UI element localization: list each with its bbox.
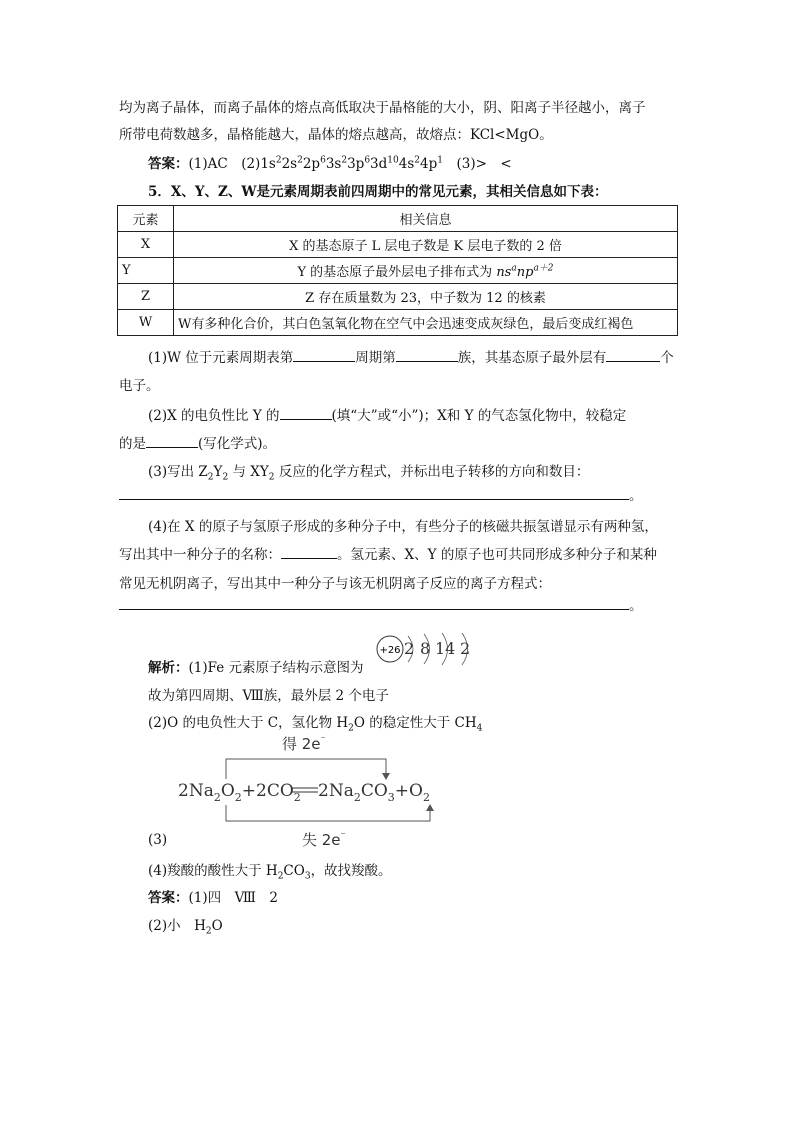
sub: 3 <box>304 871 311 882</box>
sub: 2 <box>205 926 212 937</box>
sup: 2 <box>275 155 282 166</box>
answer-text: 4p <box>420 156 438 172</box>
answer-blank[interactable] <box>119 487 629 500</box>
analysis-line <box>148 859 392 882</box>
text: (1)W 位于元素周期表第 <box>148 350 294 366</box>
table-cell: W <box>118 310 174 336</box>
shell-count: 14 <box>435 639 456 658</box>
sub: 2 <box>207 472 214 483</box>
electron-transfer-diagram <box>170 733 450 855</box>
subquestion-line <box>148 346 674 366</box>
sup: 1 <box>437 155 443 166</box>
gain-arrow <box>226 759 386 779</box>
nucleus-label: +26 <box>379 645 401 656</box>
sup: 2 <box>414 155 420 166</box>
subquestion-line: 电子。 <box>119 378 160 394</box>
lose-arrow <box>226 805 430 821</box>
subquestion-line <box>119 432 276 452</box>
text: 写出其中一种分子的名称： <box>119 547 281 563</box>
sup: 10 <box>387 155 399 166</box>
answer-text: 2p <box>302 156 321 172</box>
table-cell <box>174 258 678 284</box>
answer-blank[interactable] <box>396 349 458 362</box>
table-header-cell: 元素 <box>118 206 174 232</box>
text: 周期第 <box>355 350 396 366</box>
analysis-line <box>148 711 483 734</box>
table-row <box>118 284 678 310</box>
answer-text: 3d <box>370 156 388 172</box>
sup: 6 <box>320 155 326 166</box>
text: (填“大”或“小”)；X和 Y 的气态氢化物中，较稳定 <box>331 408 627 424</box>
answer-text: 2s <box>281 156 298 172</box>
table-cell: X 的基态原子 L 层电子数是 K 层电子数的 2 倍 <box>174 232 678 258</box>
answer-line <box>148 886 278 906</box>
lose-label: 失 2e⁻ <box>302 831 346 849</box>
analysis-line: 故为第四周期、Ⅷ族，最外层 2 个电子 <box>148 688 389 704</box>
atomic-structure-diagram <box>372 632 482 668</box>
text: 的是 <box>119 436 146 452</box>
answer-text: 4s <box>398 156 415 172</box>
text: 族，其基态原子最外层有 <box>457 350 607 366</box>
table-header-cell: 相关信息 <box>174 206 678 232</box>
sup: 6 <box>364 155 371 166</box>
text: 与 XY <box>228 464 269 480</box>
table-cell: X <box>118 232 174 258</box>
shell-count: 8 <box>420 639 431 658</box>
paragraph-line: 所带电荷数越多，晶格能越大，晶体的熔点越高，故熔点：KCl<MgO。 <box>119 127 553 143</box>
sub: 2 <box>348 723 354 734</box>
sub: 2 <box>222 472 229 483</box>
formula-text: ns <box>496 265 512 280</box>
info-table <box>117 205 678 336</box>
table-cell: Z 存在质量数为 23，中子数为 12 的核素 <box>174 284 678 310</box>
cell-text: Y 的基态原子最外层电子排布式为 <box>297 265 497 280</box>
answer-blank[interactable] <box>280 407 332 420</box>
answer-line <box>148 152 512 172</box>
gain-label: 得 2e⁻ <box>282 735 326 753</box>
text: (2)小 H <box>148 918 206 934</box>
answer-text: 3s <box>325 156 342 172</box>
answer-label: 答案： <box>148 156 189 172</box>
text: (1)四 Ⅷ 2 <box>188 890 278 906</box>
shell-count: 2 <box>460 639 471 658</box>
sub: 4 <box>476 723 483 734</box>
text: (1)Fe 元素原子结构示意图为 <box>188 660 364 676</box>
text: 。氢元素、X、Y 的原子也可共同形成多种分子和某种 <box>337 547 657 563</box>
text: CO <box>283 863 305 879</box>
text: (4)羧酸的酸性大于 H <box>148 863 278 879</box>
shell-count: 2 <box>404 639 415 658</box>
analysis-line <box>148 656 364 676</box>
subquestion-line <box>119 543 657 563</box>
table-cell: Z <box>118 284 174 310</box>
text: O 的稳定性大于 CH <box>353 715 477 731</box>
text: 反应的化学方程式，并标出电子转移的方向和数目： <box>274 464 590 480</box>
paragraph-line: 均为离子晶体，而离子晶体的熔点高低取决于晶格能的大小，阴、阳离子半径越小，离子 <box>119 100 646 116</box>
text: (2)X 的电负性比 Y 的 <box>148 408 280 424</box>
sup: a＋2 <box>533 263 554 274</box>
subquestion-line <box>148 460 590 483</box>
text: 。 <box>629 598 643 614</box>
sub: 2 <box>268 472 275 483</box>
sup: 2 <box>297 155 303 166</box>
formula-text: np <box>516 265 534 280</box>
table-header-row <box>118 206 678 232</box>
answer-blank[interactable] <box>293 349 355 362</box>
text: (2)O 的电负性大于 C，氢化物 H <box>148 715 349 731</box>
text: (3)写出 Z <box>148 464 208 480</box>
answer-text: (1)AC (2)1s <box>188 156 276 172</box>
arrow-head <box>382 773 390 780</box>
table-row <box>118 310 678 336</box>
question-title: 5．X、Y、Z、W是元素周期表前四周期中的常见元素，其相关信息如下表： <box>148 184 608 200</box>
analysis-label: 解析： <box>148 660 189 676</box>
sup: 2 <box>341 155 348 166</box>
equation: $2Na_2CO_3+O_2$ <box>318 781 430 804</box>
answer-text: (3)> < <box>442 156 512 172</box>
arrow-head <box>426 804 434 811</box>
subquestion-line <box>119 594 643 614</box>
table-row <box>118 258 678 284</box>
answer-blank[interactable] <box>281 546 337 559</box>
subquestion-line <box>148 404 626 424</box>
text: O <box>211 918 223 934</box>
subquestion-line: (4)在 X 的原子与氢原子形成的多种分子中，有些分子的核磁共振氢谱显示有两种氢， <box>148 519 658 535</box>
answer-text: 3p <box>347 156 365 172</box>
text: 。 <box>629 488 643 504</box>
equation: $2Na_2O_2+2CO_2$ <box>178 781 301 804</box>
table-row <box>118 232 678 258</box>
answer-blank[interactable] <box>119 597 629 610</box>
sub: 2 <box>277 871 284 882</box>
text: Y <box>213 464 223 480</box>
text: 个 <box>660 350 674 366</box>
answer-line <box>148 914 223 937</box>
table-cell: Y <box>118 258 174 284</box>
answer-blank[interactable] <box>606 349 660 362</box>
answer-blank[interactable] <box>146 435 198 448</box>
analysis-line: (3) <box>148 832 168 848</box>
subquestion-line <box>119 484 643 504</box>
text: (写化学式)。 <box>198 436 277 452</box>
subquestion-line: 常见无机阴离子，写出其中一种分子与该无机阴离子反应的离子方程式： <box>119 576 551 592</box>
sup: a <box>511 263 517 274</box>
text: ，故找羧酸。 <box>310 863 392 879</box>
answer-label: 答案： <box>148 890 189 906</box>
table-cell: W有多种化合价，其白色氢氧化物在空气中会迅速变成灰绿色，最后变成红褐色 <box>174 310 678 336</box>
